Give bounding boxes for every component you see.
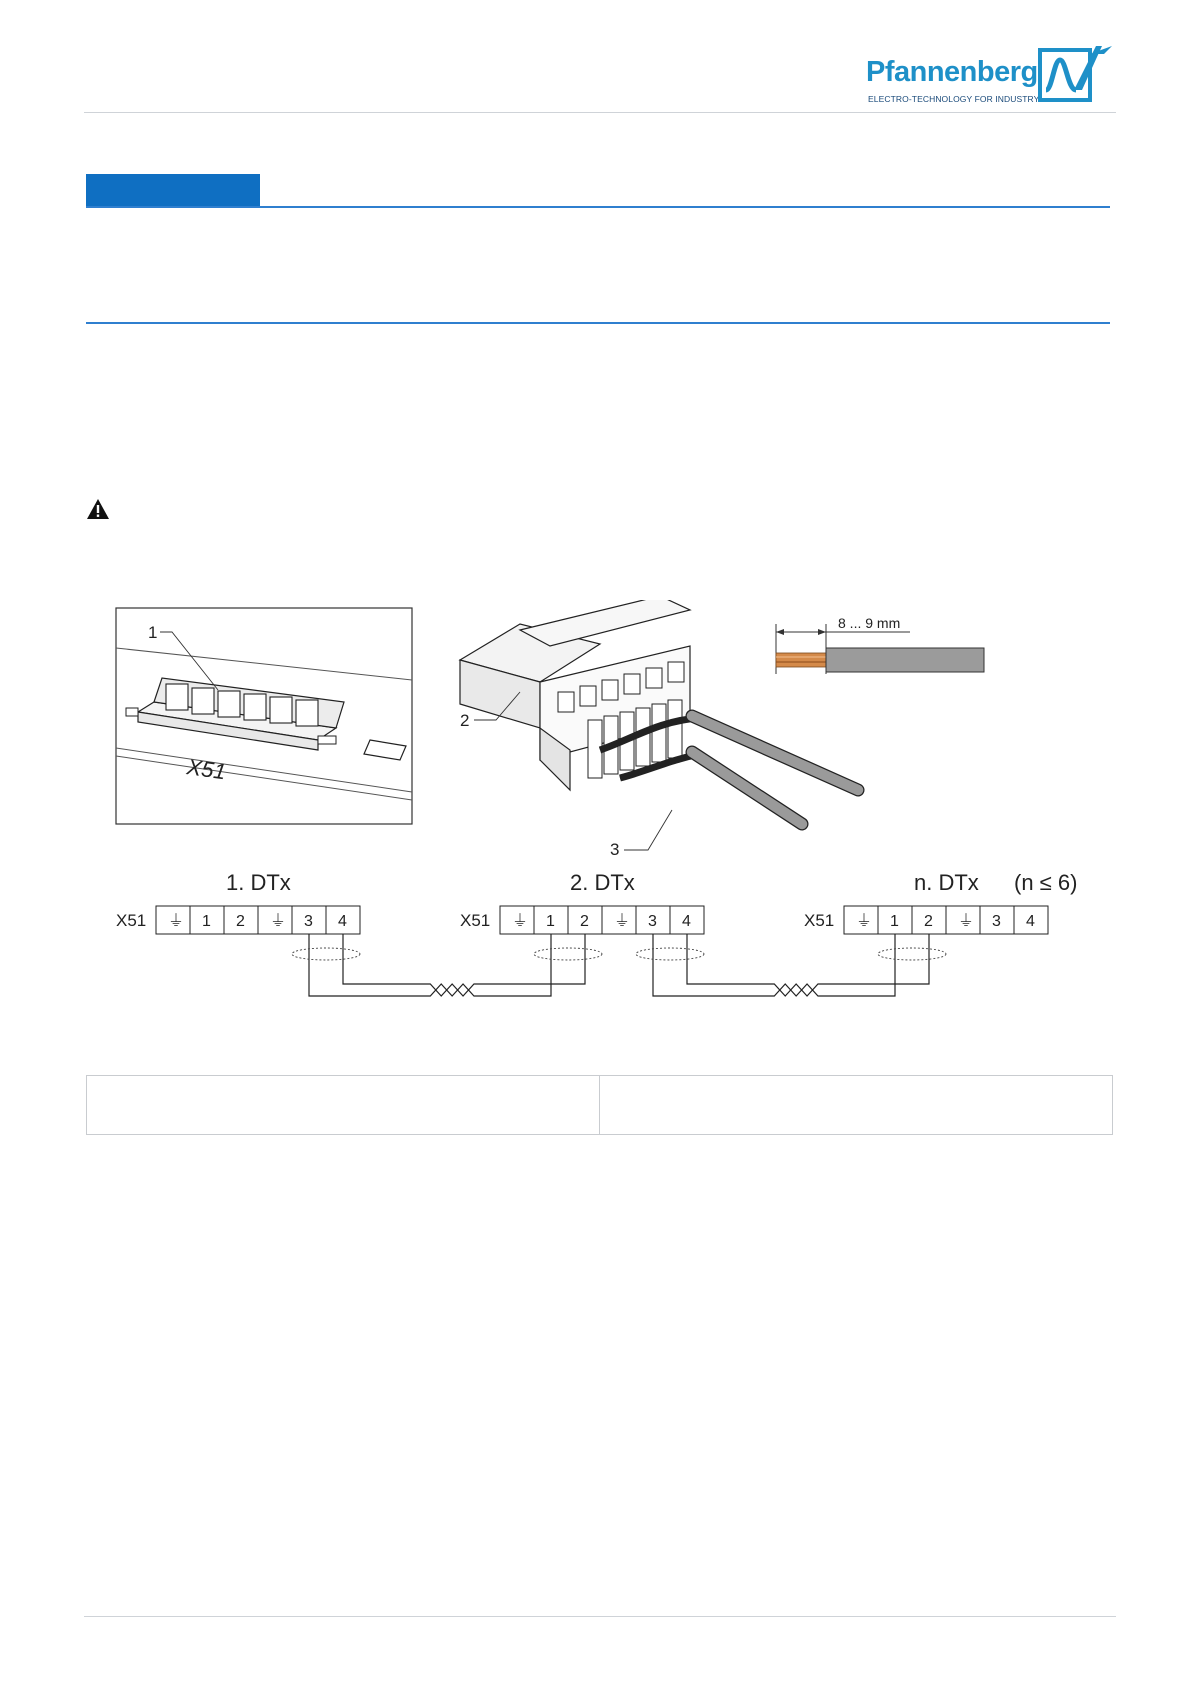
- cable-shield: [292, 948, 360, 960]
- table-cell: [87, 1076, 599, 1134]
- bus-wire: [389, 984, 507, 996]
- callout-3: 3: [610, 840, 620, 859]
- terminal-number: 2: [236, 913, 245, 930]
- terminal-number: ⏚: [270, 913, 287, 930]
- strip-length-label: 8 ... 9 mm: [838, 615, 901, 631]
- terminal-number: ⏚: [856, 913, 873, 930]
- board-socket-detail: [116, 608, 412, 824]
- device-title: n. DTx: [914, 870, 979, 895]
- terminal-number: 4: [682, 913, 691, 930]
- bus-wire: [687, 934, 733, 984]
- logo-wordmark: Pfannenberg: [866, 56, 1038, 88]
- bus-wire: [851, 934, 895, 996]
- bus-wire: [733, 984, 851, 996]
- wiring-diagram: [116, 870, 1077, 996]
- terminal-number: 3: [992, 913, 1001, 930]
- bus-wire: [343, 934, 389, 984]
- bus-wire: [653, 934, 733, 996]
- terminal-number: 2: [580, 913, 589, 930]
- terminal-number: 1: [202, 913, 211, 930]
- cable-shield: [534, 948, 602, 960]
- terminal-number: 1: [546, 913, 555, 930]
- terminal-number: 3: [648, 913, 657, 930]
- bus-wire: [733, 984, 851, 996]
- section-title-rule: [86, 206, 1110, 208]
- terminal-block-label: X51: [116, 911, 147, 930]
- header-divider: [84, 112, 1116, 113]
- section-number-tab: [86, 174, 260, 207]
- cable-shield: [636, 948, 704, 960]
- bus-wire: [389, 984, 507, 996]
- device-title: 2. DTx: [570, 870, 635, 895]
- socket-silkscreen-label: X51: [185, 754, 228, 785]
- terminal-block-label: X51: [804, 911, 835, 930]
- section-bottom-rule: [86, 322, 1110, 324]
- callout-2: 2: [460, 711, 470, 730]
- device-title: 1. DTx: [226, 870, 291, 895]
- wire-strip-length-detail: [776, 615, 984, 674]
- logo-mark-icon: [1038, 44, 1116, 102]
- device-count-note: (n ≤ 6): [1014, 870, 1078, 895]
- terminal-number: 1: [890, 913, 899, 930]
- terminal-number: 2: [924, 913, 933, 930]
- connection-figure: [100, 600, 1100, 1000]
- reference-table: [86, 1075, 1113, 1135]
- terminal-number: 4: [338, 913, 347, 930]
- terminal-block-label: X51: [460, 911, 491, 930]
- logo-tagline: ELECTRO-TECHNOLOGY FOR INDUSTRY: [868, 94, 1040, 104]
- table-cell: [599, 1076, 1112, 1134]
- callout-1: 1: [148, 623, 158, 642]
- plug-connector-illustration: [460, 600, 858, 859]
- bus-wire: [309, 934, 389, 996]
- terminal-number: 3: [304, 913, 313, 930]
- terminal-number: ⏚: [168, 913, 185, 930]
- terminal-number: 4: [1026, 913, 1035, 930]
- company-logo: [866, 44, 1116, 106]
- terminal-number: ⏚: [958, 913, 975, 930]
- warning-triangle-icon: [86, 498, 110, 520]
- terminal-number: ⏚: [512, 913, 529, 930]
- cable-shield: [878, 948, 946, 960]
- footer-divider: [84, 1616, 1116, 1617]
- bus-wire: [507, 934, 551, 996]
- terminal-number: ⏚: [614, 913, 631, 930]
